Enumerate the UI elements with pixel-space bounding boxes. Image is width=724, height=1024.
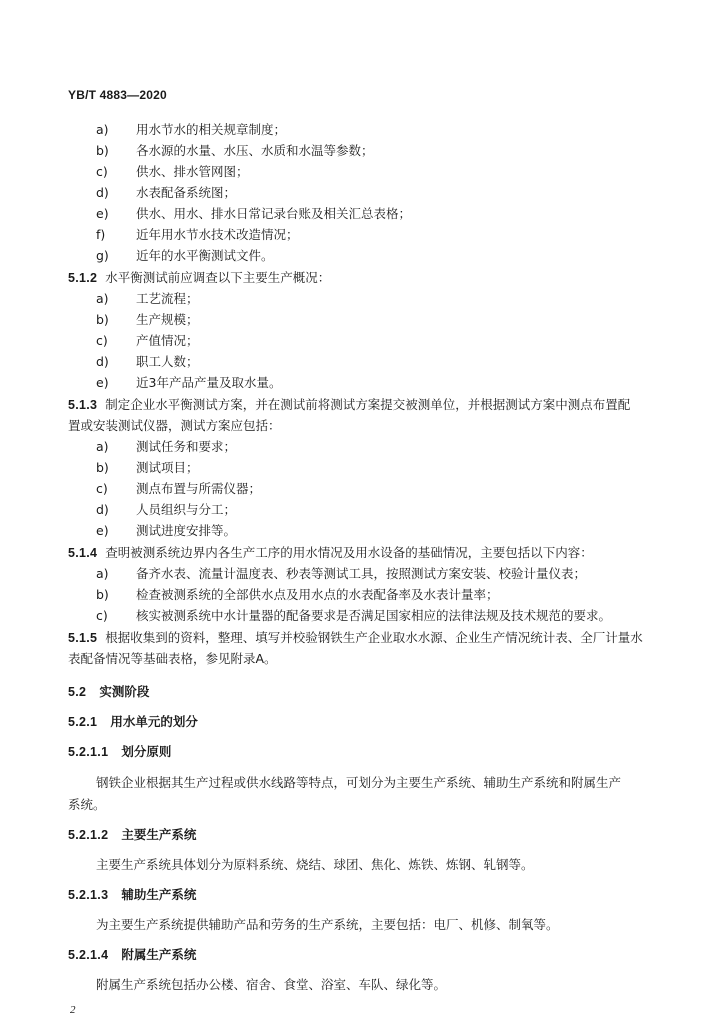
list-item: c) 产值情况； — [96, 333, 199, 348]
list-item: d) 水表配备系统图； — [96, 185, 237, 200]
standard-code-header: YB/T 4883—2020 — [68, 88, 167, 102]
list-item: e) 近3年产品产量及取水量。 — [96, 375, 282, 390]
list-item: c) 供水、排水管网图； — [96, 164, 249, 179]
section-heading-5-2-1-4: 5.2.1.4 附属生产系统 — [68, 947, 197, 962]
clause-5-1-2: 5.1.2 水平衡测试前应调查以下主要生产概况： — [68, 270, 331, 285]
paragraph-5-2-1-1: 钢铁企业根据其生产过程或供水线路等特点，可划分为主要生产系统、辅助生产系统和附属生产 — [96, 775, 622, 790]
clause-5-1-3-continuation: 置或安装测试仪器，测试方案应包括： — [68, 418, 281, 433]
list-item: a) 备齐水表、流量计温度表、秒表等测试工具，按照测试方案安装、校验计量仪表； — [96, 566, 587, 581]
paragraph-5-2-1-3: 为主要生产系统提供辅助产品和劳务的生产系统，主要包括：电厂、机修、制氧等。 — [96, 917, 559, 932]
list-item: e) 供水、用水、排水日常记录台账及相关汇总表格； — [96, 206, 412, 221]
page-number: 2 — [70, 1004, 76, 1016]
list-item: g) 近年的水平衡测试文件。 — [96, 248, 274, 263]
list-item: c) 测点布置与所需仪器； — [96, 481, 262, 496]
paragraph-5-2-1-2: 主要生产系统具体划分为原料系统、烧结、球团、焦化、炼铁、炼钢、轧钢等。 — [96, 857, 534, 872]
list-item: d) 人员组织与分工； — [96, 502, 237, 517]
list-item: f) 近年用水节水技术改造情况； — [96, 227, 299, 242]
list-item: d) 职工人数； — [96, 354, 199, 369]
section-heading-5-2-1-1: 5.2.1.1 划分原则 — [68, 744, 172, 759]
paragraph-5-2-1-1-continuation: 系统。 — [68, 797, 106, 812]
list-item: a) 用水节水的相关规章制度； — [96, 122, 287, 137]
list-item: c) 核实被测系统中水计量器的配备要求是否满足国家相应的法律法规及技术规范的要求。 — [96, 608, 612, 623]
clause-5-1-5-continuation: 表配备情况等基础表格，参见附录A。 — [68, 651, 277, 666]
list-item: a) 工艺流程； — [96, 291, 199, 306]
clause-5-1-4: 5.1.4 查明被测系统边界内各生产工序的用水情况及用水设备的基础情况，主要包括以下内容： — [68, 545, 593, 560]
list-item: b) 测试项目； — [96, 460, 199, 475]
list-item: a) 测试任务和要求； — [96, 439, 237, 454]
section-heading-5-2: 5.2 实测阶段 — [68, 684, 150, 699]
section-heading-5-2-1-2: 5.2.1.2 主要生产系统 — [68, 827, 197, 842]
list-item: b) 各水源的水量、水压、水质和水温等参数； — [96, 143, 374, 158]
list-item: e) 测试进度安排等。 — [96, 523, 237, 538]
list-item: b) 生产规模； — [96, 312, 199, 327]
list-item: b) 检查被测系统的全部供水点及用水点的水表配备率及水表计量率； — [96, 587, 499, 602]
clause-5-1-5: 5.1.5 根据收集到的资料，整理、填写并校验钢铁生产企业取水水源、企业生产情况统计表、全厂计量水 — [68, 630, 643, 645]
paragraph-5-2-1-4: 附属生产系统包括办公楼、宿舍、食堂、浴室、车队、绿化等。 — [96, 977, 447, 992]
section-heading-5-2-1-3: 5.2.1.3 辅助生产系统 — [68, 887, 197, 902]
section-heading-5-2-1: 5.2.1 用水单元的划分 — [68, 714, 198, 729]
clause-5-1-3: 5.1.3 制定企业水平衡测试方案，并在测试前将测试方案提交被测单位，并根据测试方案中测点布置配 — [68, 397, 631, 412]
